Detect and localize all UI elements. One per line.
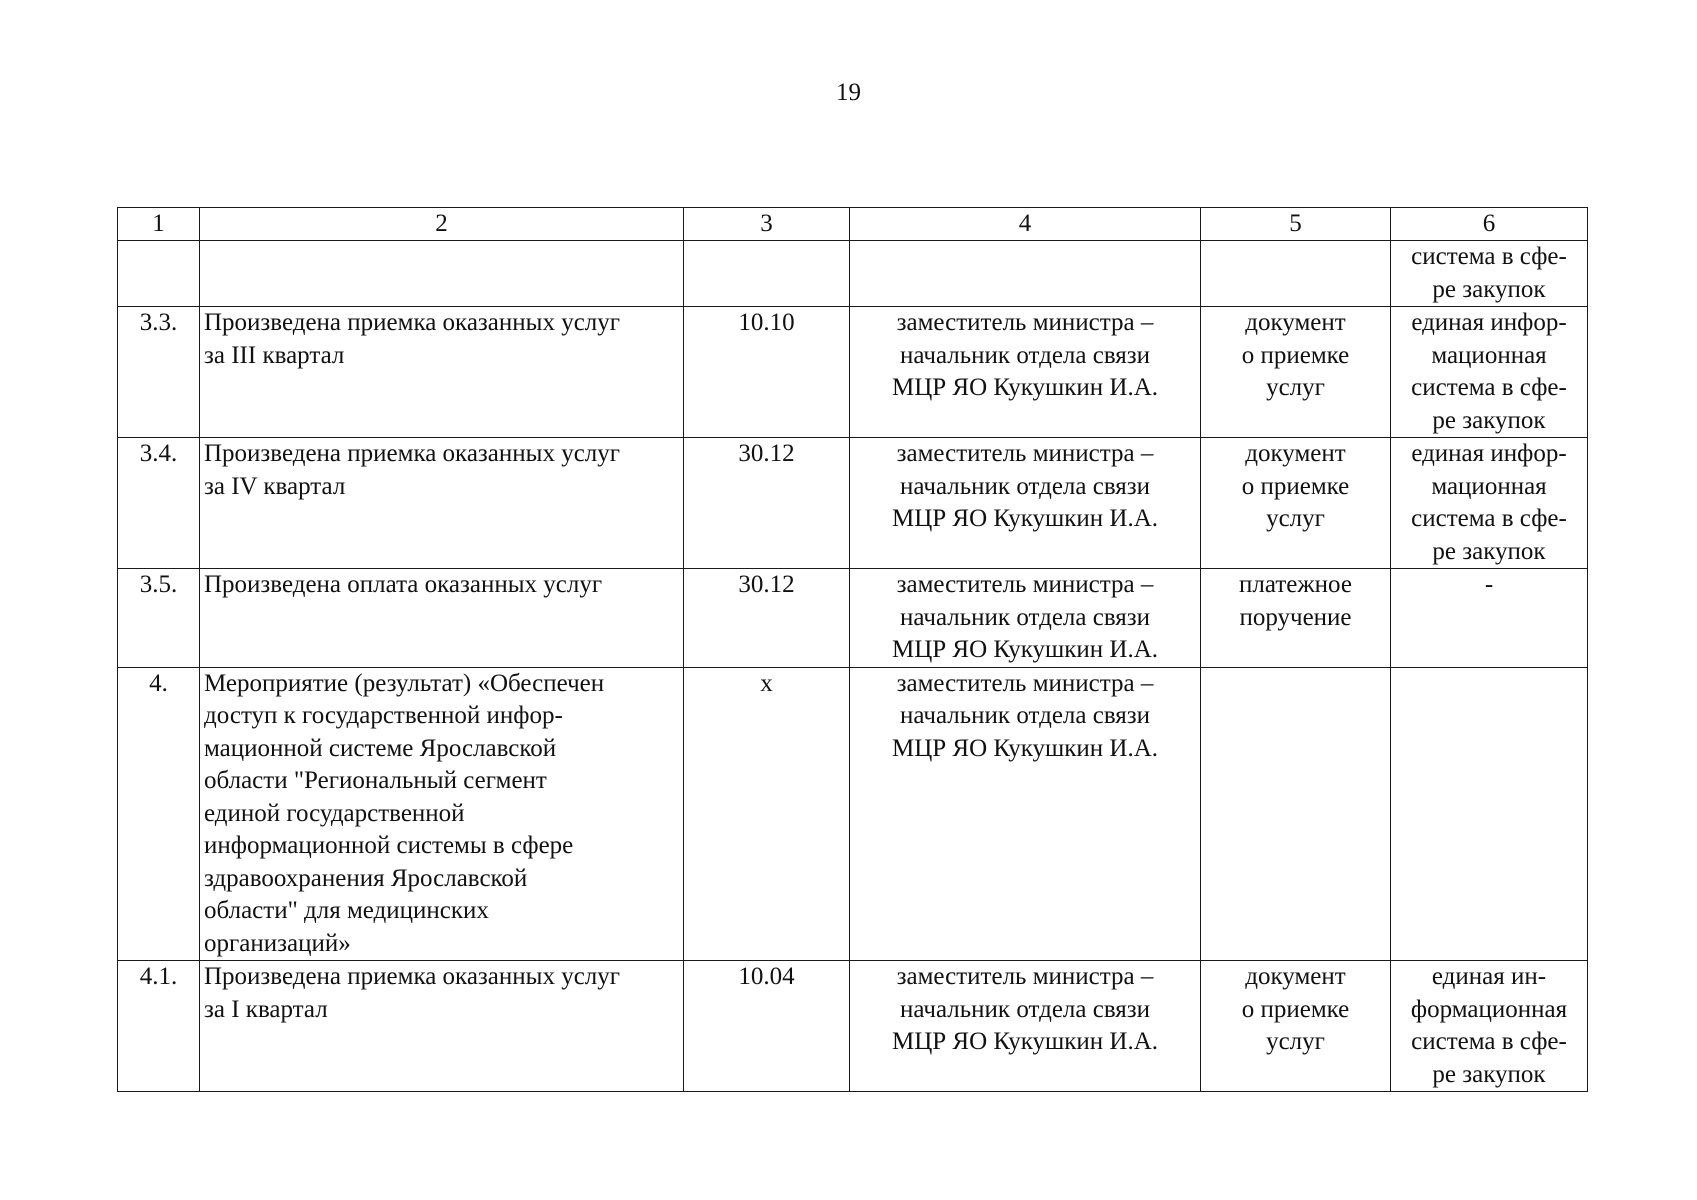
deadline-cell — [684, 241, 850, 307]
table-row — [118, 438, 1588, 569]
table-row — [118, 307, 1588, 438]
column-header: 6 — [1391, 208, 1588, 241]
cell-text-line: заместитель министра – — [896, 669, 1154, 697]
cell-text-line: Мероприятие (результат) «Обеспечен — [204, 669, 605, 697]
cell-text-line: МЦР ЯО Кукушкин И.А. — [891, 374, 1158, 401]
cell-text-line: за III квартал — [204, 341, 345, 369]
description-cell — [200, 438, 684, 569]
cell-text-line: документ — [1245, 309, 1346, 336]
document-cell — [1201, 961, 1391, 1092]
cell-text-line: начальник отдела связи — [899, 472, 1151, 500]
responsible-cell — [850, 307, 1201, 438]
cell-text-line: МЦР ЯО Кукушкин И.А. — [891, 636, 1158, 663]
column-header: 1 — [118, 208, 200, 241]
description-cell — [200, 961, 684, 1092]
column-header: 3 — [684, 208, 850, 241]
table-row — [118, 667, 1588, 961]
document-cell — [1201, 438, 1391, 569]
cell-text-line: ре закупок — [1432, 406, 1546, 434]
cell-text-line: области" для медицинских — [204, 897, 489, 924]
cell-text-line: ре закупок — [1432, 1060, 1546, 1088]
item-number-cell: 3.3. — [118, 307, 200, 438]
cell-text-line: система в сфе- — [1411, 374, 1567, 401]
cell-text-line: начальник отдела связи — [899, 995, 1151, 1023]
table-header-row — [118, 208, 1588, 241]
cell-text-line: за I квартал — [204, 995, 328, 1023]
description-cell — [200, 307, 684, 438]
cell-text-line: МЦР ЯО Кукушкин И.А. — [891, 734, 1158, 762]
cell-text-line: платежное — [1239, 571, 1352, 598]
cell-text-line: система в сфе- — [1411, 505, 1567, 532]
table-row — [118, 569, 1588, 668]
deadline-cell: х — [684, 667, 850, 961]
document-cell — [1201, 569, 1391, 668]
cell-text-line: услуг — [1266, 505, 1325, 532]
table-body — [118, 241, 1588, 1092]
responsible-cell — [850, 961, 1201, 1092]
cell-text-line: единая ин- — [1431, 963, 1547, 990]
responsible-cell — [850, 438, 1201, 569]
cell-text-line: ре закупок — [1432, 537, 1546, 565]
cell-text-line: заместитель министра – — [896, 963, 1154, 990]
plan-table — [117, 207, 1588, 1092]
document-cell — [1201, 307, 1391, 438]
cell-text-line: Произведена оплата оказанных услуг — [204, 571, 603, 598]
cell-text-line: заместитель министра – — [896, 309, 1154, 336]
cell-text-line: заместитель министра – — [896, 440, 1154, 467]
description-cell — [200, 667, 684, 961]
cell-text-line: мационная — [1431, 341, 1547, 369]
cell-text-line: о приемке — [1241, 995, 1350, 1023]
responsible-cell — [850, 569, 1201, 668]
cell-text-line: поручение — [1239, 603, 1352, 631]
cell-text-line: за IV квартал — [204, 472, 346, 500]
cell-text-line: документ — [1245, 963, 1346, 990]
cell-text-line: единая инфор- — [1411, 440, 1567, 467]
information-system-cell — [1391, 667, 1588, 961]
item-number-cell: 4.1. — [118, 961, 200, 1092]
cell-text-line: организаций» — [204, 929, 351, 957]
cell-text-line: Произведена приемка оказанных услуг — [204, 963, 621, 990]
cell-text-line: Произведена приемка оказанных услуг — [204, 309, 621, 336]
cell-text-line: услуг — [1266, 1028, 1325, 1055]
cell-text-line: - — [1484, 571, 1494, 598]
deadline-cell: 30.12 — [684, 569, 850, 668]
cell-text-line: начальник отдела связи — [899, 702, 1151, 729]
cell-text-line: начальник отдела связи — [899, 341, 1151, 369]
item-number-cell: 3.4. — [118, 438, 200, 569]
responsible-cell — [850, 241, 1201, 307]
deadline-cell: 10.10 — [684, 307, 850, 438]
description-cell — [200, 569, 684, 668]
deadline-cell: 30.12 — [684, 438, 850, 569]
cell-text-line: информационной системы в сфере — [204, 832, 574, 859]
cell-text-line: МЦР ЯО Кукушкин И.А. — [891, 505, 1158, 532]
item-number-cell: 4. — [118, 667, 200, 961]
cell-text-line: система в сфе- — [1411, 243, 1567, 270]
cell-text-line: области "Региональный сегмент — [204, 767, 547, 794]
cell-text-line: формационная — [1410, 995, 1568, 1023]
cell-text-line: мационная — [1431, 472, 1547, 500]
deadline-cell: 10.04 — [684, 961, 850, 1092]
column-header: 2 — [200, 208, 684, 241]
description-cell — [200, 241, 684, 307]
cell-text-line: начальник отдела связи — [899, 603, 1151, 631]
cell-text-line: мационной системе Ярославской — [204, 734, 557, 762]
information-system-cell — [1391, 569, 1588, 668]
responsible-cell — [850, 667, 1201, 961]
information-system-cell — [1391, 961, 1588, 1092]
column-header: 4 — [850, 208, 1201, 241]
cell-text-line: МЦР ЯО Кукушкин И.А. — [891, 1028, 1158, 1055]
cell-text-line: единая инфор- — [1411, 309, 1567, 336]
cell-text-line: о приемке — [1241, 341, 1350, 369]
cell-text-line: ре закупок — [1432, 275, 1546, 303]
cell-text-line: система в сфе- — [1411, 1028, 1567, 1055]
information-system-cell — [1391, 307, 1588, 438]
cell-text-line: услуг — [1266, 374, 1325, 401]
document-cell — [1201, 241, 1391, 307]
cell-text-line: доступ к государственной инфор- — [204, 702, 563, 729]
cell-text-line: здравоохранения Ярославской — [204, 864, 528, 892]
cell-text-line: единой государственной — [204, 799, 465, 827]
page-number: 19 — [836, 79, 861, 106]
table-row — [118, 961, 1588, 1092]
cell-text-line: документ — [1245, 440, 1346, 467]
item-number-cell: 3.5. — [118, 569, 200, 668]
table-row — [118, 241, 1588, 307]
cell-text-line: Произведена приемка оказанных услуг — [204, 440, 621, 467]
item-number-cell — [118, 241, 200, 307]
cell-text-line: заместитель министра – — [896, 571, 1154, 598]
cell-text-line: о приемке — [1241, 472, 1350, 500]
document-cell — [1201, 667, 1391, 961]
information-system-cell — [1391, 241, 1588, 307]
information-system-cell — [1391, 438, 1588, 569]
column-header: 5 — [1201, 208, 1391, 241]
